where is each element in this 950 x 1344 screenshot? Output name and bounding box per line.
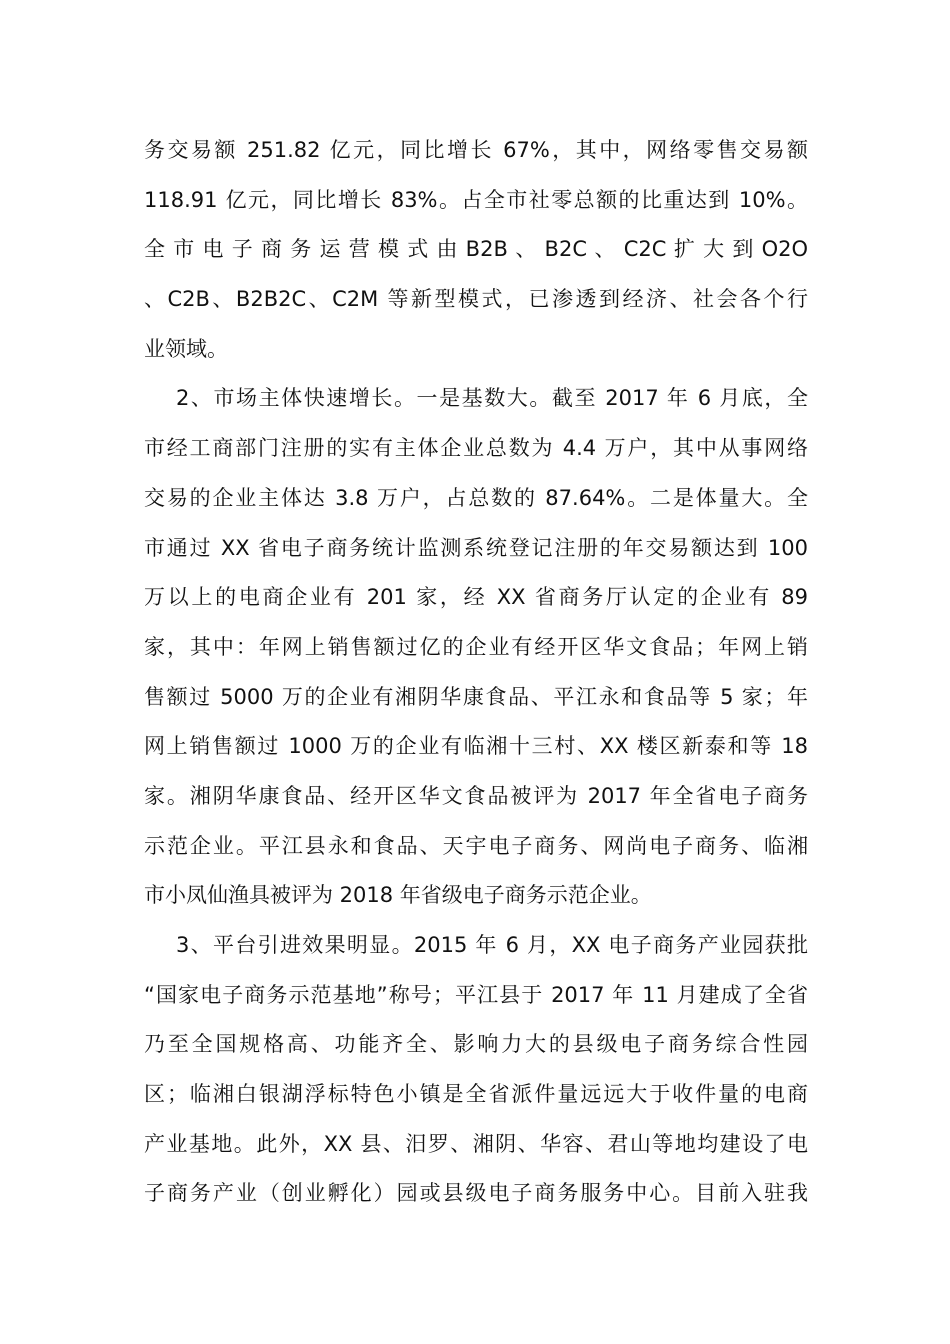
text-line: 118.91 亿元，同比增长 83%。占全市社零总额的比重达到 10%。 xyxy=(144,187,808,212)
text-line: 家，其中：年网上销售额过亿的企业有经开区华文食品；年网上销 xyxy=(144,634,808,659)
paragraph-2-first-line: 2、市场主体快速增长。一是基数大。截至 2017 年 6 月底，全 xyxy=(176,386,808,411)
text-line: 交易的企业主体达 3.8 万户，占总数的 87.64%。二是体量大。全 xyxy=(144,485,808,510)
text-line: 家。湘阴华康食品、经开区华文食品被评为 2017 年全省电子商务 xyxy=(144,783,808,808)
paragraph-3-first-line: 3、平台引进效果明显。2015 年 6 月，XX 电子商务产业园获批 xyxy=(176,933,808,957)
text-line: 全 市 电 子 商 务 运 营 模 式 由 B2B 、 B2C 、 C2C 扩 大 到 O2O xyxy=(144,237,808,262)
text-line: 乃至全国规格高、功能齐全、影响力大的县级电子商务综合性园 xyxy=(144,1032,808,1057)
text-line: 万以上的电商企业有 201 家，经 XX 省商务厅认定的企业有 89 xyxy=(144,585,808,610)
body-text xyxy=(144,126,808,1219)
text-line: 业领域。 xyxy=(144,336,228,361)
text-line: “国家电子商务示范基地”称号；平江县于 2017 年 11 月建成了全省 xyxy=(144,982,808,1007)
text-line: 产业基地。此外，XX 县、汨罗、湘阴、华容、君山等地均建设了电 xyxy=(144,1131,808,1156)
text-line: 售额过 5000 万的企业有湘阴华康食品、平江永和食品等 5 家；年 xyxy=(144,684,808,709)
text-line: 务交易额 251.82 亿元，同比增长 67%，其中，网络零售交易额 xyxy=(144,138,808,162)
text-line: 网上销售额过 1000 万的企业有临湘十三村、XX 楼区新泰和等 18 xyxy=(144,734,808,759)
text-line: 区；临湘白银湖浮标特色小镇是全省派件量远远大于收件量的电商 xyxy=(144,1082,808,1107)
text-line: 市小凤仙渔具被评为 2018 年省级电子商务示范企业。 xyxy=(144,883,652,908)
text-line: 市通过 XX 省电子商务统计监测系统登记注册的年交易额达到 100 xyxy=(144,535,808,560)
text-line: 市经工商部门注册的实有主体企业总数为 4.4 万户，其中从事网络 xyxy=(144,436,808,461)
text-line: 子商务产业（创业孵化）园或县级电子商务服务中心。目前入驻我 xyxy=(144,1181,808,1206)
text-line: 、C2B、B2B2C、C2M 等新型模式，已渗透到经济、社会各个行 xyxy=(144,287,808,312)
text-line: 示范企业。平江县永和食品、天宇电子商务、网尚电子商务、临湘 xyxy=(144,833,808,858)
